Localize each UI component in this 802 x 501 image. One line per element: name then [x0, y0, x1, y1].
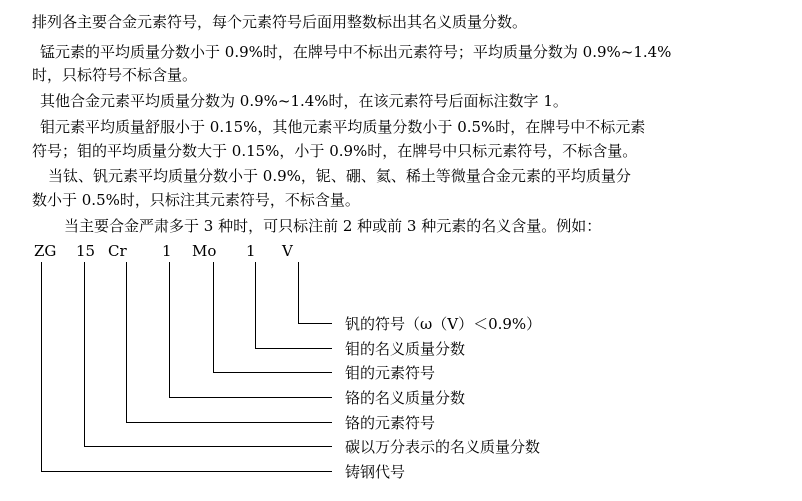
- para-line-8: 数小于 0.5%时，只标注其元素符号，不标含量。: [32, 191, 360, 209]
- label-mo-content: 钼的名义质量分数: [345, 340, 466, 358]
- label-cr-symbol: 铬的元素符号: [345, 414, 436, 432]
- para-line-5: 钼元素平均质量舒服小于 0.15%，其他元素平均质量分数小于 0.5%时，在牌号中不标元素: [40, 118, 646, 136]
- para-line-3: 时，只标符号不标含量。: [32, 66, 198, 84]
- leader-carbon: [85, 262, 333, 447]
- code-1a: 1: [162, 242, 172, 260]
- leader-cr-content: [170, 262, 333, 398]
- code-cr: Cr: [108, 242, 127, 260]
- para-line-7: 当钛、钒元素平均质量分数小于 0.9%，铌、硼、氦、稀土等微量合金元素的平均质量分: [48, 167, 631, 185]
- code-zg: ZG: [34, 242, 57, 260]
- leader-v: [299, 262, 333, 324]
- label-carbon-content: 碳以万分表示的名义质量分数: [345, 438, 541, 456]
- para-line-9: 当主要合金严肃多于 3 种时，可只标注前 2 种或前 3 种元素的名义含量。例如：: [64, 217, 602, 235]
- code-1b: 1: [246, 242, 256, 260]
- para-line-4: 其他合金元素平均质量分数为 0.9%~1.4%时，在该元素符号后面标注数字 1。: [40, 92, 568, 110]
- leader-mo-content: [256, 262, 333, 349]
- label-cr-content: 铬的名义质量分数: [345, 389, 466, 407]
- code-v: V: [282, 242, 293, 260]
- leader-cr-symbol: [127, 262, 333, 423]
- code-15: 15: [76, 242, 96, 260]
- para-line-1: 排列各主要合金元素符号，每个元素符号后面用整数标出其名义质量分数。: [32, 13, 528, 31]
- label-mo-symbol: 钼的元素符号: [345, 364, 436, 382]
- label-v-symbol: 钒的符号（ω（V）＜0.9%）: [345, 315, 542, 333]
- leader-mo-symbol: [214, 262, 333, 373]
- code-mo: Mo: [192, 242, 217, 260]
- para-line-2: 锰元素的平均质量分数小于 0.9%时，在牌号中不标出元素符号；平均质量分数为 0.9%~1.4%: [40, 43, 672, 61]
- para-line-6: 符号；钼的平均质量分数大于 0.15%，小于 0.9%时，在牌号中只标元素符号，不标含量。: [32, 142, 638, 160]
- label-cast-steel-code: 铸钢代号: [345, 463, 406, 481]
- leader-zg: [42, 262, 333, 472]
